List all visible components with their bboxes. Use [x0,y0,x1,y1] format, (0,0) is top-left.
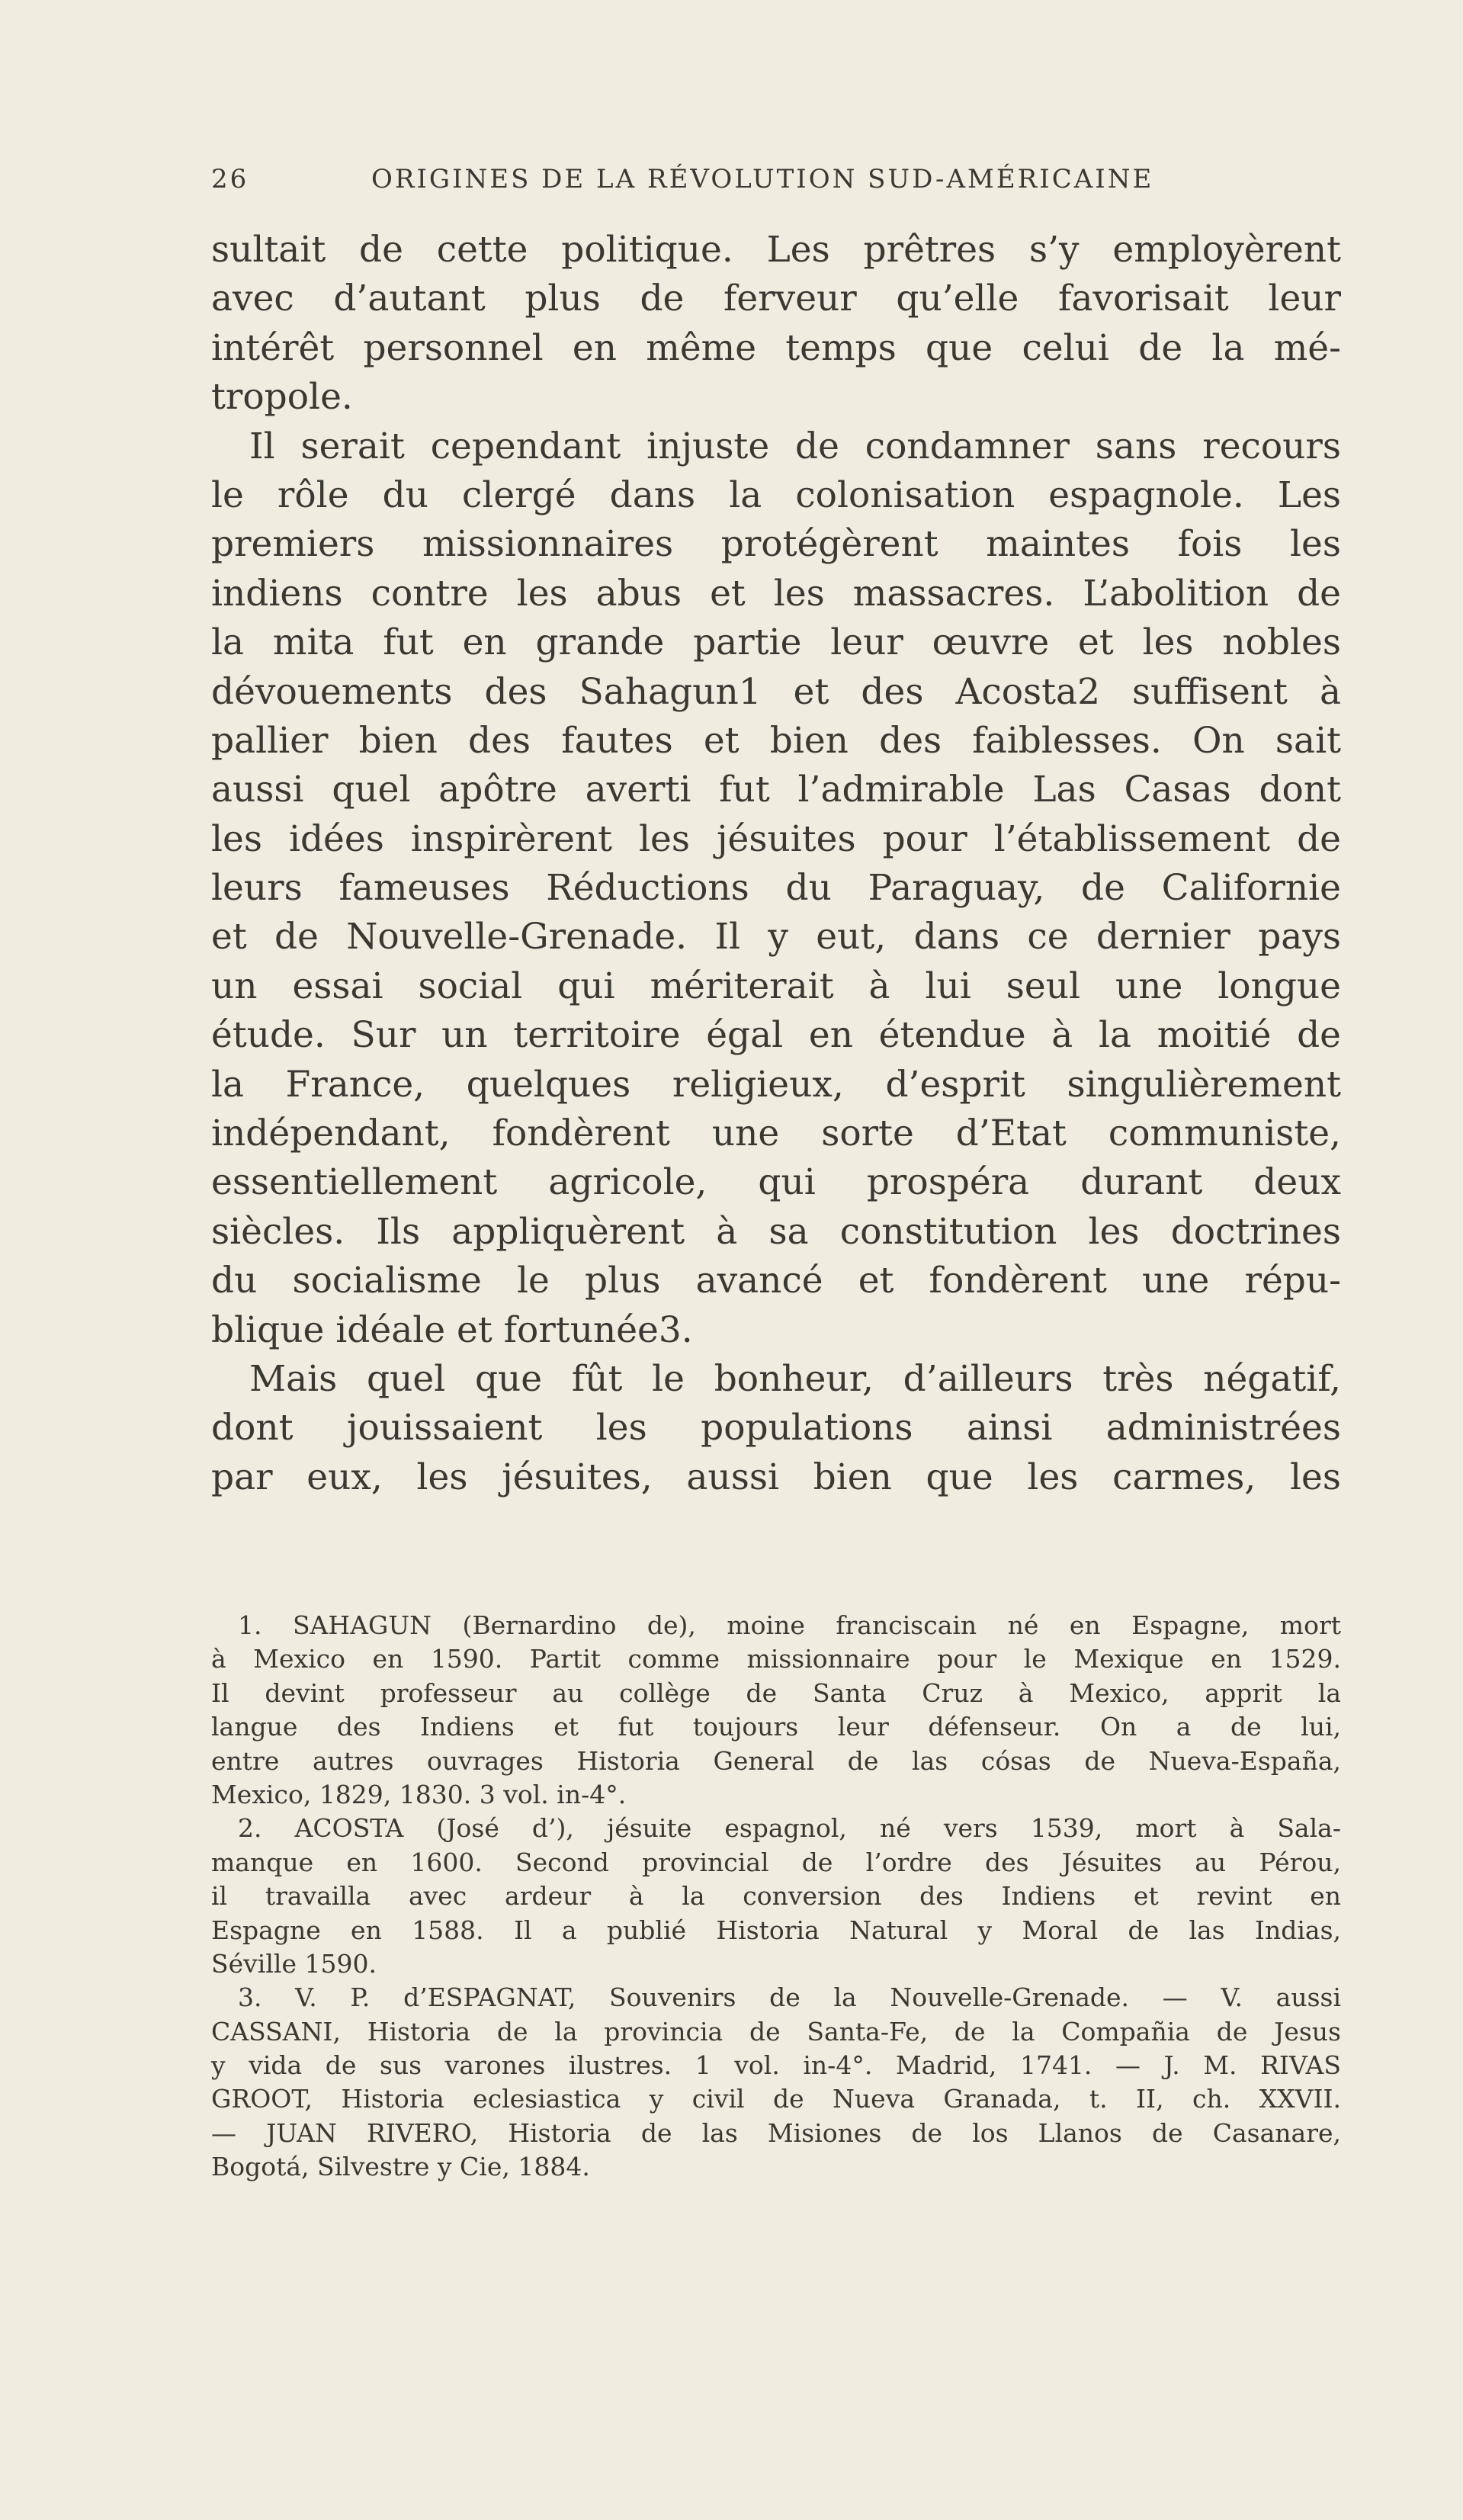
text-line: la France, quelques religieux, d’esprit singulièrement [211,1063,1341,1106]
footnote-line: à Mexico en 1590. Partit comme missionnaire pour le Mexique en 1529. [211,1644,1341,1674]
running-title: ORIGINES DE LA RÉVOLUTION SUD-AMÉRICAINE [371,164,1154,194]
page-number: 26 [211,164,249,194]
footnote-line: Séville 1590. [211,1948,377,1979]
text-line: étude. Sur un territoire égal en étendue à la moitié de [211,1014,1341,1057]
footnote-line: Mexico, 1829, 1830. 3 vol. in-4°. [211,1779,627,1809]
footnote-line: GROOT, Historia eclesiastica y civil de Nueva Granada, t. II, ch. XXVII. [211,2084,1341,2114]
footnote-line: 2. ACOSTA (José d’), jésuite espagnol, né vers 1539, mort à Sala- [238,1813,1341,1844]
text-line: pallier bien des fautes et bien des faiblesses. On sait [211,719,1341,762]
text-line: Mais quel que fût le bonheur, d’ailleurs très négatif, [249,1357,1341,1400]
text-line: la mita fut en grande partie leur œuvre et les nobles [211,621,1341,664]
text-line: leurs fameuses Réductions du Paraguay, de Californie [211,867,1341,910]
footnote-line: 1. SAHAGUN (Bernardino de), moine franciscain né en Espagne, mort [238,1610,1341,1640]
text-line: sultait de cette politique. Les prêtres s’y employèrent [211,229,1341,271]
footnote-line: CASSANI, Historia de la provincia de Santa-Fe, de la Compañia de Jesus [211,2016,1341,2046]
text-line: essentiellement agricole, qui prospéra durant deux [211,1161,1341,1204]
text-line: du socialisme le plus avancé et fondèrent une répu- [211,1260,1341,1302]
footnote-line: y vida de sus varones ilustres. 1 vol. in-4°. Madrid, 1741. — J. M. RIVAS [211,2050,1341,2081]
text-line: blique idéale et fortunée3. [211,1308,693,1351]
footnotes [211,1609,1341,2185]
text-line: dévouements des Sahagun1 et des Acosta2 suffisent à [211,670,1341,713]
text-line: le rôle du clergé dans la colonisation espagnole. Les [211,474,1341,516]
main-text [211,226,1341,1502]
text-line: les idées inspirèrent les jésuites pour l’établissement de [211,817,1341,860]
text-line: un essai social qui mériterait à lui seul une longue [211,965,1341,1007]
text-line: tropole. [211,376,353,419]
text-line: premiers missionnaires protégèrent maintes fois les [211,523,1341,566]
text-line: intérêt personnel en même temps que celui de la mé- [211,326,1341,369]
footnote-line: Bogotá, Silvestre y Cie, 1884. [211,2152,590,2182]
text-line: Il serait cependant injuste de condamner sans recours [249,425,1341,467]
footnote-line: entre autres ouvrages Historia General de las cósas de Nueva-España, [211,1745,1341,1776]
footnote-line: langue des Indiens et fut toujours leur défenseur. On a de lui, [211,1712,1341,1742]
footnote-line: 3. V. P. d’ESPAGNAT, Souvenirs de la Nouvelle-Grenade. — V. aussi [238,1982,1341,2013]
text-line: avec d’autant plus de ferveur qu’elle favorisait leur [211,278,1341,320]
text-line: aussi quel apôtre averti fut l’admirable Las Casas dont [211,769,1341,811]
text-line: siècles. Ils appliquèrent à sa constitution les doctrines [211,1210,1341,1253]
footnote-line: il travailla avec ardeur à la conversion des Indiens et revint en [211,1881,1341,1912]
footnote-line: Espagne en 1588. Il a publié Historia Natural y Moral de las Indias, [211,1915,1341,1945]
text-line: dont jouissaient les populations ainsi administrées [211,1407,1341,1449]
text-line: par eux, les jésuites, aussi bien que les carmes, les [211,1456,1341,1498]
text-line: indiens contre les abus et les massacres. L’abolition de [211,572,1341,615]
text-line: et de Nouvelle-Grenade. Il y eut, dans ce dernier pays [211,916,1341,958]
footnote-line: manque en 1600. Second provincial de l’ordre des Jésuites au Pérou, [211,1847,1341,1877]
text-line: indépendant, fondèrent une sorte d’Etat communiste, [211,1112,1341,1155]
footnote-line: Il devint professeur au collège de Santa Cruz à Mexico, apprit la [211,1677,1341,1708]
footnote-line: — JUAN RIVERO, Historia de las Misiones de los Llanos de Casanare, [211,2117,1341,2148]
page-header [211,160,1279,198]
